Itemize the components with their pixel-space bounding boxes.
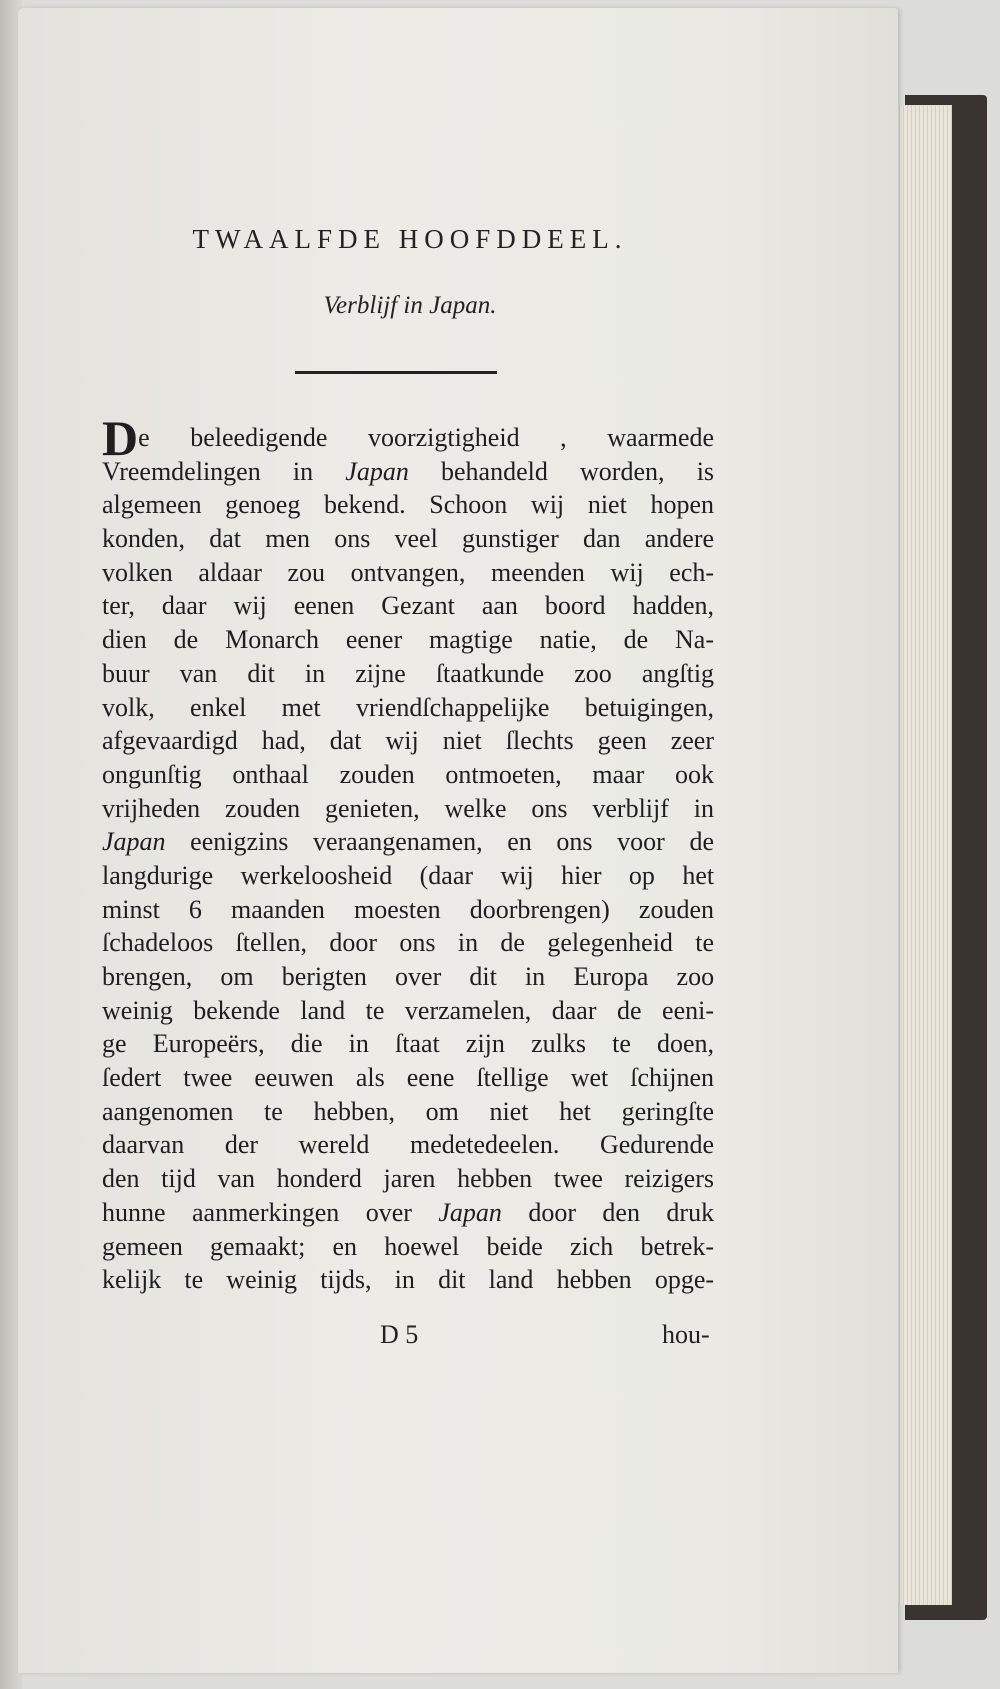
word: andere: [644, 524, 715, 554]
text-line: [102, 1162, 714, 1196]
text-line: [102, 522, 714, 556]
word: (daar: [419, 860, 474, 890]
word: veel: [394, 524, 438, 554]
word: de: [616, 995, 642, 1025]
word: twee: [183, 1063, 233, 1093]
word: ook: [675, 759, 715, 789]
word: natie,: [539, 625, 597, 655]
word: volken: [102, 557, 173, 587]
word: kelijk: [102, 1265, 162, 1295]
text-line: [102, 859, 714, 893]
text-line: [102, 1128, 714, 1162]
word: ſtellen,: [235, 928, 308, 958]
word: ,: [560, 423, 567, 452]
word: weinig: [226, 1265, 298, 1295]
text-line: [102, 1027, 714, 1061]
word: daar: [161, 591, 207, 621]
word: bekende: [193, 995, 280, 1025]
word: gemeen: [102, 1231, 183, 1261]
word: zijn: [465, 1029, 505, 1059]
word: berigten: [281, 962, 367, 991]
word: en: [507, 827, 532, 857]
text-line: [102, 792, 714, 826]
word: betuigingen,: [584, 692, 715, 722]
word: minst: [102, 894, 160, 924]
word: twee: [553, 1164, 603, 1194]
word: wij: [233, 591, 267, 621]
word: daarvan: [102, 1130, 185, 1160]
word: ſedert: [102, 1063, 162, 1093]
word: die: [290, 1029, 323, 1059]
chapter-subtitle: Verblijf in Japan.: [323, 292, 497, 319]
word: druk: [666, 1197, 715, 1227]
word: langdurige: [102, 860, 214, 890]
word: hopen: [650, 490, 715, 520]
word: te: [612, 1029, 631, 1059]
word: ons: [334, 524, 371, 554]
word: zijne: [355, 658, 406, 688]
text-line: [102, 691, 714, 725]
word: in: [348, 1029, 369, 1059]
word: in: [457, 928, 479, 958]
word: brengen,: [102, 962, 193, 991]
word: wij: [610, 557, 644, 587]
word: boord: [544, 591, 606, 621]
word: genieten,: [325, 793, 420, 823]
word: als: [355, 1063, 385, 1093]
word: de: [689, 827, 714, 857]
catchword: hou-: [662, 1320, 710, 1349]
word: te: [184, 1265, 204, 1295]
word: ons: [531, 793, 568, 823]
word: met: [281, 692, 321, 722]
word: in: [304, 658, 326, 688]
word: weinig: [102, 995, 173, 1025]
word: konden,: [102, 524, 186, 554]
word: verblijf: [592, 793, 669, 823]
word: jaren: [383, 1164, 436, 1194]
word: ons: [399, 928, 436, 958]
word: wij: [500, 860, 534, 890]
word: onthaal: [232, 759, 309, 789]
text-line: [102, 1263, 714, 1297]
word: wij: [530, 490, 565, 520]
word: ſtaatkunde: [435, 658, 545, 688]
word: ge: [102, 1029, 127, 1059]
text-line: [102, 1061, 714, 1095]
word: veraangenamen,: [312, 827, 483, 857]
word: ter,: [102, 591, 135, 621]
word: niet: [587, 490, 627, 520]
word: meenden: [491, 557, 585, 587]
word: buur: [102, 658, 150, 688]
body-text: [102, 410, 715, 1297]
word: den: [602, 1197, 640, 1227]
word: e: [138, 423, 150, 452]
word: had,: [261, 726, 306, 756]
word: verzamelen,: [404, 995, 532, 1025]
word: ontmoeten,: [445, 759, 562, 789]
word: ſchijnen: [630, 1063, 715, 1093]
word: hier: [561, 860, 602, 890]
word: der: [224, 1130, 259, 1160]
word: hunne: [102, 1197, 166, 1227]
word: magtige: [429, 625, 513, 655]
word: Gedurende: [599, 1130, 715, 1160]
word: zich: [569, 1231, 614, 1261]
word: om: [220, 962, 254, 991]
word: maanden: [231, 894, 325, 924]
word: ongunſtig: [102, 759, 202, 789]
word: worden,: [580, 456, 665, 486]
word: welke: [444, 793, 507, 823]
word: moesten: [353, 894, 441, 924]
word: doorbrengen): [469, 894, 610, 924]
word: tijd: [161, 1164, 196, 1194]
word: hebben: [556, 1265, 632, 1295]
word: opge-: [654, 1265, 715, 1295]
italic-word: Japan: [102, 827, 166, 857]
word: Monarch: [225, 625, 319, 655]
word: zouden: [225, 793, 301, 823]
word: te: [365, 995, 385, 1025]
word: dit: [247, 658, 275, 688]
text-line: [102, 623, 714, 657]
word: ſtellige: [476, 1063, 549, 1093]
word: wij: [385, 726, 419, 756]
text-line: [102, 926, 714, 960]
word: tijds,: [320, 1265, 372, 1295]
word: aangenomen: [102, 1096, 234, 1126]
word: het: [559, 1096, 591, 1126]
word: dit: [469, 962, 497, 991]
word: in: [524, 962, 546, 991]
word: de: [173, 625, 199, 655]
word: men: [265, 524, 310, 554]
word: van: [179, 658, 218, 688]
text-line: [102, 825, 714, 859]
word: eenigzins: [190, 827, 289, 857]
drop-cap: D: [102, 410, 139, 466]
word: aan: [481, 591, 518, 621]
word: angſtig: [641, 658, 715, 688]
word: medetedeelen.: [409, 1130, 560, 1160]
word: genoeg: [225, 490, 301, 520]
word: land: [488, 1265, 534, 1295]
word: maar: [592, 759, 645, 789]
word: Vreemdelingen: [102, 456, 261, 486]
word: op: [628, 860, 655, 890]
word: niet: [489, 1096, 529, 1126]
word: voor: [617, 827, 665, 857]
text-line: [102, 589, 714, 623]
word: te: [695, 928, 715, 958]
word: doen,: [657, 1029, 715, 1059]
text-line: [102, 657, 714, 691]
word: dat: [209, 524, 242, 554]
word: eeuwen: [254, 1063, 334, 1093]
word: over: [395, 962, 442, 991]
word: behandeld: [441, 456, 548, 486]
word: afgevaardigd: [102, 726, 238, 756]
word: dat: [329, 726, 362, 756]
word: 6: [188, 894, 202, 924]
word: niet: [442, 726, 482, 756]
word: de: [500, 928, 525, 958]
italic-word: Japan: [438, 1197, 502, 1227]
text-line: [102, 758, 714, 792]
text-line: [102, 488, 714, 522]
word: voorzigtigheid: [367, 423, 520, 452]
word: de: [623, 625, 649, 655]
word: hebben,: [313, 1096, 396, 1126]
word: zoo: [676, 962, 715, 991]
text-line: [102, 1196, 714, 1230]
word: volk,: [102, 692, 155, 722]
word: om: [425, 1096, 459, 1126]
word: in: [292, 456, 314, 486]
word: geringſte: [621, 1096, 715, 1126]
word: den: [102, 1164, 140, 1194]
word: dien: [102, 625, 147, 655]
word: algemeen: [102, 490, 202, 520]
word: werkeloosheid: [240, 860, 393, 890]
word: dit: [438, 1265, 466, 1295]
word: hoewel: [384, 1231, 460, 1261]
word: waarmede: [607, 423, 715, 452]
word: zouden: [638, 894, 714, 924]
word: vrijheden: [102, 793, 201, 823]
italic-word: Japan: [345, 456, 409, 486]
text-line: [102, 960, 714, 994]
word: gelegenheid: [547, 928, 673, 958]
text-line: [102, 1095, 714, 1129]
word: eeni-: [662, 995, 714, 1025]
word: en: [332, 1231, 358, 1261]
word: geen: [597, 726, 647, 756]
word: zou: [287, 557, 326, 587]
word: daar: [551, 995, 597, 1025]
section-rule: [295, 371, 497, 374]
word: Europa: [573, 962, 649, 991]
word: door: [528, 1197, 576, 1227]
chapter-title: TWAALFDE HOOFDDEEL.: [192, 224, 628, 254]
word: betrek-: [640, 1231, 715, 1261]
word: over: [365, 1197, 412, 1227]
word: zeer: [670, 726, 714, 756]
word: door: [329, 928, 378, 958]
word: is: [696, 456, 715, 486]
text-line: [102, 994, 714, 1028]
text-line: [102, 893, 714, 927]
word: eene: [406, 1063, 455, 1093]
word: aanmerkingen: [191, 1197, 340, 1227]
word: beide: [486, 1231, 543, 1261]
word: wet: [570, 1063, 609, 1093]
word: eener: [345, 625, 403, 655]
word: zulks: [531, 1029, 586, 1059]
word: in: [693, 793, 714, 823]
word: van: [217, 1164, 256, 1194]
text-line: [102, 724, 714, 758]
word: ons: [556, 827, 593, 857]
word: ſtaat: [395, 1029, 440, 1059]
word: het: [682, 860, 715, 890]
word: hadden,: [632, 591, 715, 621]
word: Europeërs,: [152, 1029, 265, 1059]
word: Schoon: [429, 490, 508, 520]
text-line: [102, 410, 715, 466]
word: ech-: [669, 557, 715, 587]
word: ontvangen,: [350, 557, 466, 587]
word: ſchadeloos: [102, 928, 214, 958]
word: te: [264, 1096, 283, 1126]
word: in: [394, 1265, 415, 1295]
word: beleedigende: [190, 423, 328, 452]
word: aldaar: [198, 557, 262, 587]
word: eenen: [293, 591, 355, 621]
word: gemaakt;: [210, 1231, 306, 1261]
word: dan: [583, 524, 621, 554]
signature-mark: D 5: [380, 1320, 419, 1349]
word: ſlechts: [505, 726, 574, 756]
word: zouden: [339, 759, 415, 789]
word: gunstiger: [462, 524, 559, 554]
word: enkel: [190, 692, 247, 722]
word: Gezant: [381, 591, 455, 621]
word: land: [300, 995, 346, 1025]
word: zoo: [574, 658, 612, 688]
word: vriendſchappelijke: [355, 692, 550, 722]
word: honderd: [276, 1164, 362, 1194]
word: bekend.: [324, 490, 406, 520]
word: wereld: [298, 1130, 370, 1160]
word: reizigers: [624, 1164, 715, 1194]
text-line: [102, 1230, 714, 1264]
text-line: [102, 455, 714, 489]
word: Na-: [675, 625, 715, 655]
word: hebben: [457, 1164, 533, 1194]
text-line: [102, 556, 714, 590]
